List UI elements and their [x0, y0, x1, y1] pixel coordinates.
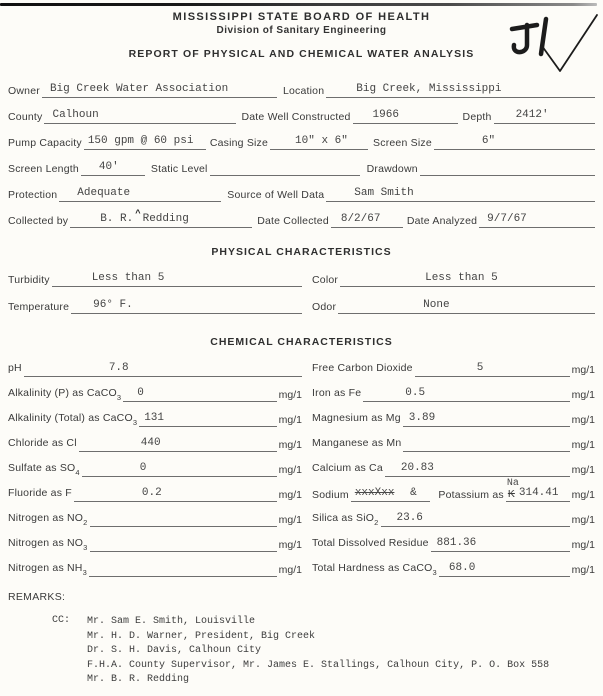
row-nh3-hardness — [8, 552, 595, 577]
cc-block — [52, 615, 595, 688]
iron-value: 0.5 — [363, 387, 569, 402]
nitrogen-no2-field — [8, 512, 302, 527]
date-constructed-value: 1966 — [353, 109, 458, 124]
casing-size-label: Casing Size — [209, 137, 269, 149]
row-sulfate-calcium — [8, 452, 595, 477]
row-screenlength-static-drawdown — [8, 150, 595, 176]
handwritten-j1-checkmark — [440, 8, 603, 98]
cc-label: CC: — [52, 615, 71, 626]
potassium-k-struck: K Na — [506, 478, 519, 500]
collected-by-surname: Redding — [142, 213, 189, 225]
row-county-constructed-depth — [8, 98, 595, 124]
alkalinity-p-label: Alkalinity (P) as CaCO$_3$ — [8, 386, 122, 402]
chloride-unit: mg/1 — [278, 439, 302, 451]
drawdown-value — [420, 174, 595, 176]
temperature-field — [8, 299, 302, 314]
location-label: Location — [282, 85, 325, 97]
manganese-field — [312, 437, 595, 452]
checkmark-icon — [542, 15, 597, 71]
nitrogen-no2-unit: mg/1 — [278, 514, 302, 526]
cc-entry: Mr. B. R. Redding — [87, 674, 190, 685]
fluoride-label: Fluoride as F — [8, 486, 72, 499]
chloride-label: Chloride as Cl — [8, 436, 77, 449]
sodium-struck-text: xxxXxx — [351, 487, 397, 502]
total-hardness-value: 68.0 — [439, 562, 570, 577]
fluoride-unit: mg/1 — [278, 489, 302, 501]
free-carbon-dioxide-value: 5 — [415, 362, 570, 377]
drawdown-label: Drawdown — [366, 163, 418, 175]
color-field — [312, 272, 595, 287]
silica-unit: mg/1 — [571, 514, 595, 526]
county-label: County — [8, 111, 43, 123]
color-value: Less than 5 — [340, 272, 595, 287]
total-hardness-field — [312, 562, 595, 577]
sulfate-unit: mg/1 — [278, 464, 302, 476]
turbidity-label: Turbidity — [8, 274, 50, 286]
total-dissolved-residue-label: Total Dissolved Residue — [312, 536, 429, 549]
handwritten-na-correction: Na — [506, 478, 519, 489]
date-analyzed-value: 9/7/67 — [479, 213, 595, 228]
date-collected-value: 8/2/67 — [331, 213, 403, 228]
fluoride-field — [8, 487, 302, 502]
row-protection-source — [8, 176, 595, 202]
screen-size-label: Screen Size — [373, 137, 432, 149]
magnesium-unit: mg/1 — [571, 414, 595, 426]
nitrogen-no3-unit: mg/1 — [278, 539, 302, 551]
owner-label: Owner — [8, 85, 40, 97]
screen-size-value: 6" — [434, 135, 595, 150]
alkalinity-p-value: 0 — [123, 387, 276, 402]
physical-section-title: PHYSICAL CHARACTERISTICS — [211, 246, 392, 258]
cc-list — [87, 615, 549, 688]
alkalinity-total-unit: mg/1 — [278, 414, 302, 426]
row-chloride-manganese — [8, 427, 595, 452]
org-division: Division of Sanitary Engineering — [216, 25, 387, 36]
total-hardness-unit: mg/1 — [571, 564, 595, 576]
date-collected-label: Date Collected — [257, 215, 329, 227]
nitrogen-no2-value — [90, 525, 277, 527]
chloride-field — [8, 437, 302, 452]
source-of-well-data-label: Source of Well Data — [227, 189, 325, 201]
nitrogen-no3-label: Nitrogen as $NO_3$ — [8, 536, 88, 552]
fluoride-value: 0.2 — [74, 487, 277, 502]
color-label: Color — [312, 274, 339, 286]
ph-value: 7.8 — [24, 362, 302, 377]
row-no2-silica — [8, 502, 595, 527]
silica-value: 23.6 — [381, 512, 570, 527]
alkalinity-total-label: Alkalinity (Total) as CaCO$_3$ — [8, 411, 138, 427]
nitrogen-no2-label: Nitrogen as $NO_2$ — [8, 511, 88, 527]
cc-entry: Dr. S. H. Davis, Calhoun City — [87, 645, 262, 656]
cc-entry: Mr. Sam E. Smith, Louisville — [87, 616, 256, 627]
nitrogen-nh3-value — [89, 575, 277, 577]
alkalinity-p-unit: mg/1 — [278, 389, 302, 401]
alkalinity-total-value: 131 — [139, 412, 276, 427]
silica-field — [312, 512, 595, 527]
calcium-label: Calcium as Ca — [312, 461, 383, 474]
depth-value: 2412' — [494, 109, 595, 124]
odor-value: None — [338, 299, 595, 314]
collected-by-label: Collected by — [8, 215, 69, 227]
scan-artifact-top-edge — [0, 3, 597, 6]
nitrogen-nh3-field — [8, 562, 302, 577]
free-carbon-dioxide-label: Free Carbon Dioxide — [312, 361, 413, 374]
chloride-value: 440 — [79, 437, 277, 452]
source-of-well-data-value: Sam Smith — [326, 187, 595, 202]
iron-unit: mg/1 — [571, 389, 595, 401]
magnesium-label: Magnesium as Mg — [312, 411, 401, 424]
total-dissolved-residue-value: 881.36 — [431, 537, 570, 552]
sulfate-field — [8, 462, 302, 477]
owner-value: Big Creek Water Association — [42, 83, 277, 98]
handwritten-j-bar — [512, 25, 537, 29]
handwritten-caret-mark: ^ — [135, 209, 141, 219]
iron-label: Iron as Fe — [312, 386, 362, 399]
sodium-potassium-field — [312, 478, 595, 502]
turbidity-value: Less than 5 — [52, 272, 302, 287]
screen-length-label: Screen Length — [8, 163, 79, 175]
calcium-value: 20.83 — [385, 462, 570, 477]
row-alktotal-magnesium — [8, 402, 595, 427]
row-alkp-iron — [8, 377, 595, 402]
total-dissolved-residue-field — [312, 537, 595, 552]
free-carbon-dioxide-field — [312, 362, 595, 377]
chemical-section — [8, 352, 595, 577]
collected-by-value — [70, 209, 252, 228]
manganese-unit: mg/1 — [571, 439, 595, 451]
iron-field — [312, 387, 595, 402]
row-ph-freeco2 — [8, 352, 595, 377]
row-turbidity-color — [8, 260, 595, 287]
magnesium-field — [312, 412, 595, 427]
alkalinity-p-field — [8, 387, 302, 402]
screen-length-value: 40' — [81, 161, 145, 176]
odor-field — [312, 299, 595, 314]
row-temperature-odor — [8, 287, 595, 314]
temperature-label: Temperature — [8, 301, 70, 313]
casing-size-value: 10" x 6" — [270, 135, 368, 150]
row-fluoride-sodium — [8, 477, 595, 502]
chemical-section-title: CHEMICAL CHARACTERISTICS — [210, 336, 393, 348]
pump-capacity-value: 150 gpm @ 60 psi — [84, 135, 206, 150]
calcium-field — [312, 462, 595, 477]
manganese-label: Manganese as Mn — [312, 436, 402, 449]
row-pump-casing-screen — [8, 124, 595, 150]
sodium-potassium-value: 314.41 — [517, 487, 570, 502]
temperature-value: 96° F. — [71, 299, 302, 314]
magnesium-value: 3.89 — [403, 412, 570, 427]
static-level-value — [210, 174, 360, 176]
total-hardness-label: Total Hardness as CaCO$_3$ — [312, 561, 437, 577]
static-level-label: Static Level — [150, 163, 208, 175]
odor-label: Odor — [312, 301, 337, 313]
potassium-label: Potassium as — [438, 489, 504, 501]
sulfate-value: 0 — [82, 462, 277, 477]
protection-label: Protection — [8, 189, 58, 201]
nitrogen-no3-value — [90, 550, 277, 552]
alkalinity-total-field — [8, 412, 302, 427]
pump-capacity-label: Pump Capacity — [8, 137, 82, 149]
nitrogen-no3-field — [8, 537, 302, 552]
sulfate-label: Sulfate as $SO_4$ — [8, 461, 80, 477]
cc-entry: F.H.A. County Supervisor, Mr. James E. Stallings, Calhoun City, P. O. Box 558 — [87, 659, 550, 671]
date-analyzed-label: Date Analyzed — [406, 215, 478, 227]
remarks-label: REMARKS: — [8, 591, 66, 603]
turbidity-field — [8, 272, 302, 287]
row-no3-tdr — [8, 527, 595, 552]
nitrogen-nh3-label: Nitrogen as $NH_3$ — [8, 561, 87, 577]
sodium-label: Sodium — [312, 489, 349, 501]
nitrogen-nh3-unit: mg/1 — [278, 564, 302, 576]
free-carbon-dioxide-unit: mg/1 — [571, 364, 595, 376]
depth-label: Depth — [462, 111, 492, 123]
ph-field — [8, 362, 302, 377]
location-value: Big Creek, Mississippi — [326, 83, 595, 98]
cc-entry: Mr. H. D. Warner, President, Big Creek — [87, 630, 316, 642]
county-value: Calhoun — [44, 109, 236, 124]
date-constructed-label: Date Well Constructed — [241, 111, 351, 123]
org-title: MISSISSIPPI STATE BOARD OF HEALTH — [172, 11, 431, 23]
collected-by-initials: B. R. — [100, 213, 134, 225]
ph-label: pH — [8, 361, 22, 374]
report-title: REPORT OF PHYSICAL AND CHEMICAL WATER ANALYSIS — [128, 48, 475, 60]
calcium-unit: mg/1 — [571, 464, 595, 476]
manganese-value — [403, 450, 569, 452]
row-collected-dates — [8, 202, 595, 228]
sodium-ampersand: & — [396, 487, 430, 502]
sodium-potassium-unit: mg/1 — [571, 489, 595, 501]
physical-section — [8, 260, 595, 314]
silica-label: Silica as SiO$_2$ — [312, 511, 379, 527]
total-dissolved-residue-unit: mg/1 — [571, 539, 595, 551]
protection-value: Adequate — [59, 187, 221, 202]
